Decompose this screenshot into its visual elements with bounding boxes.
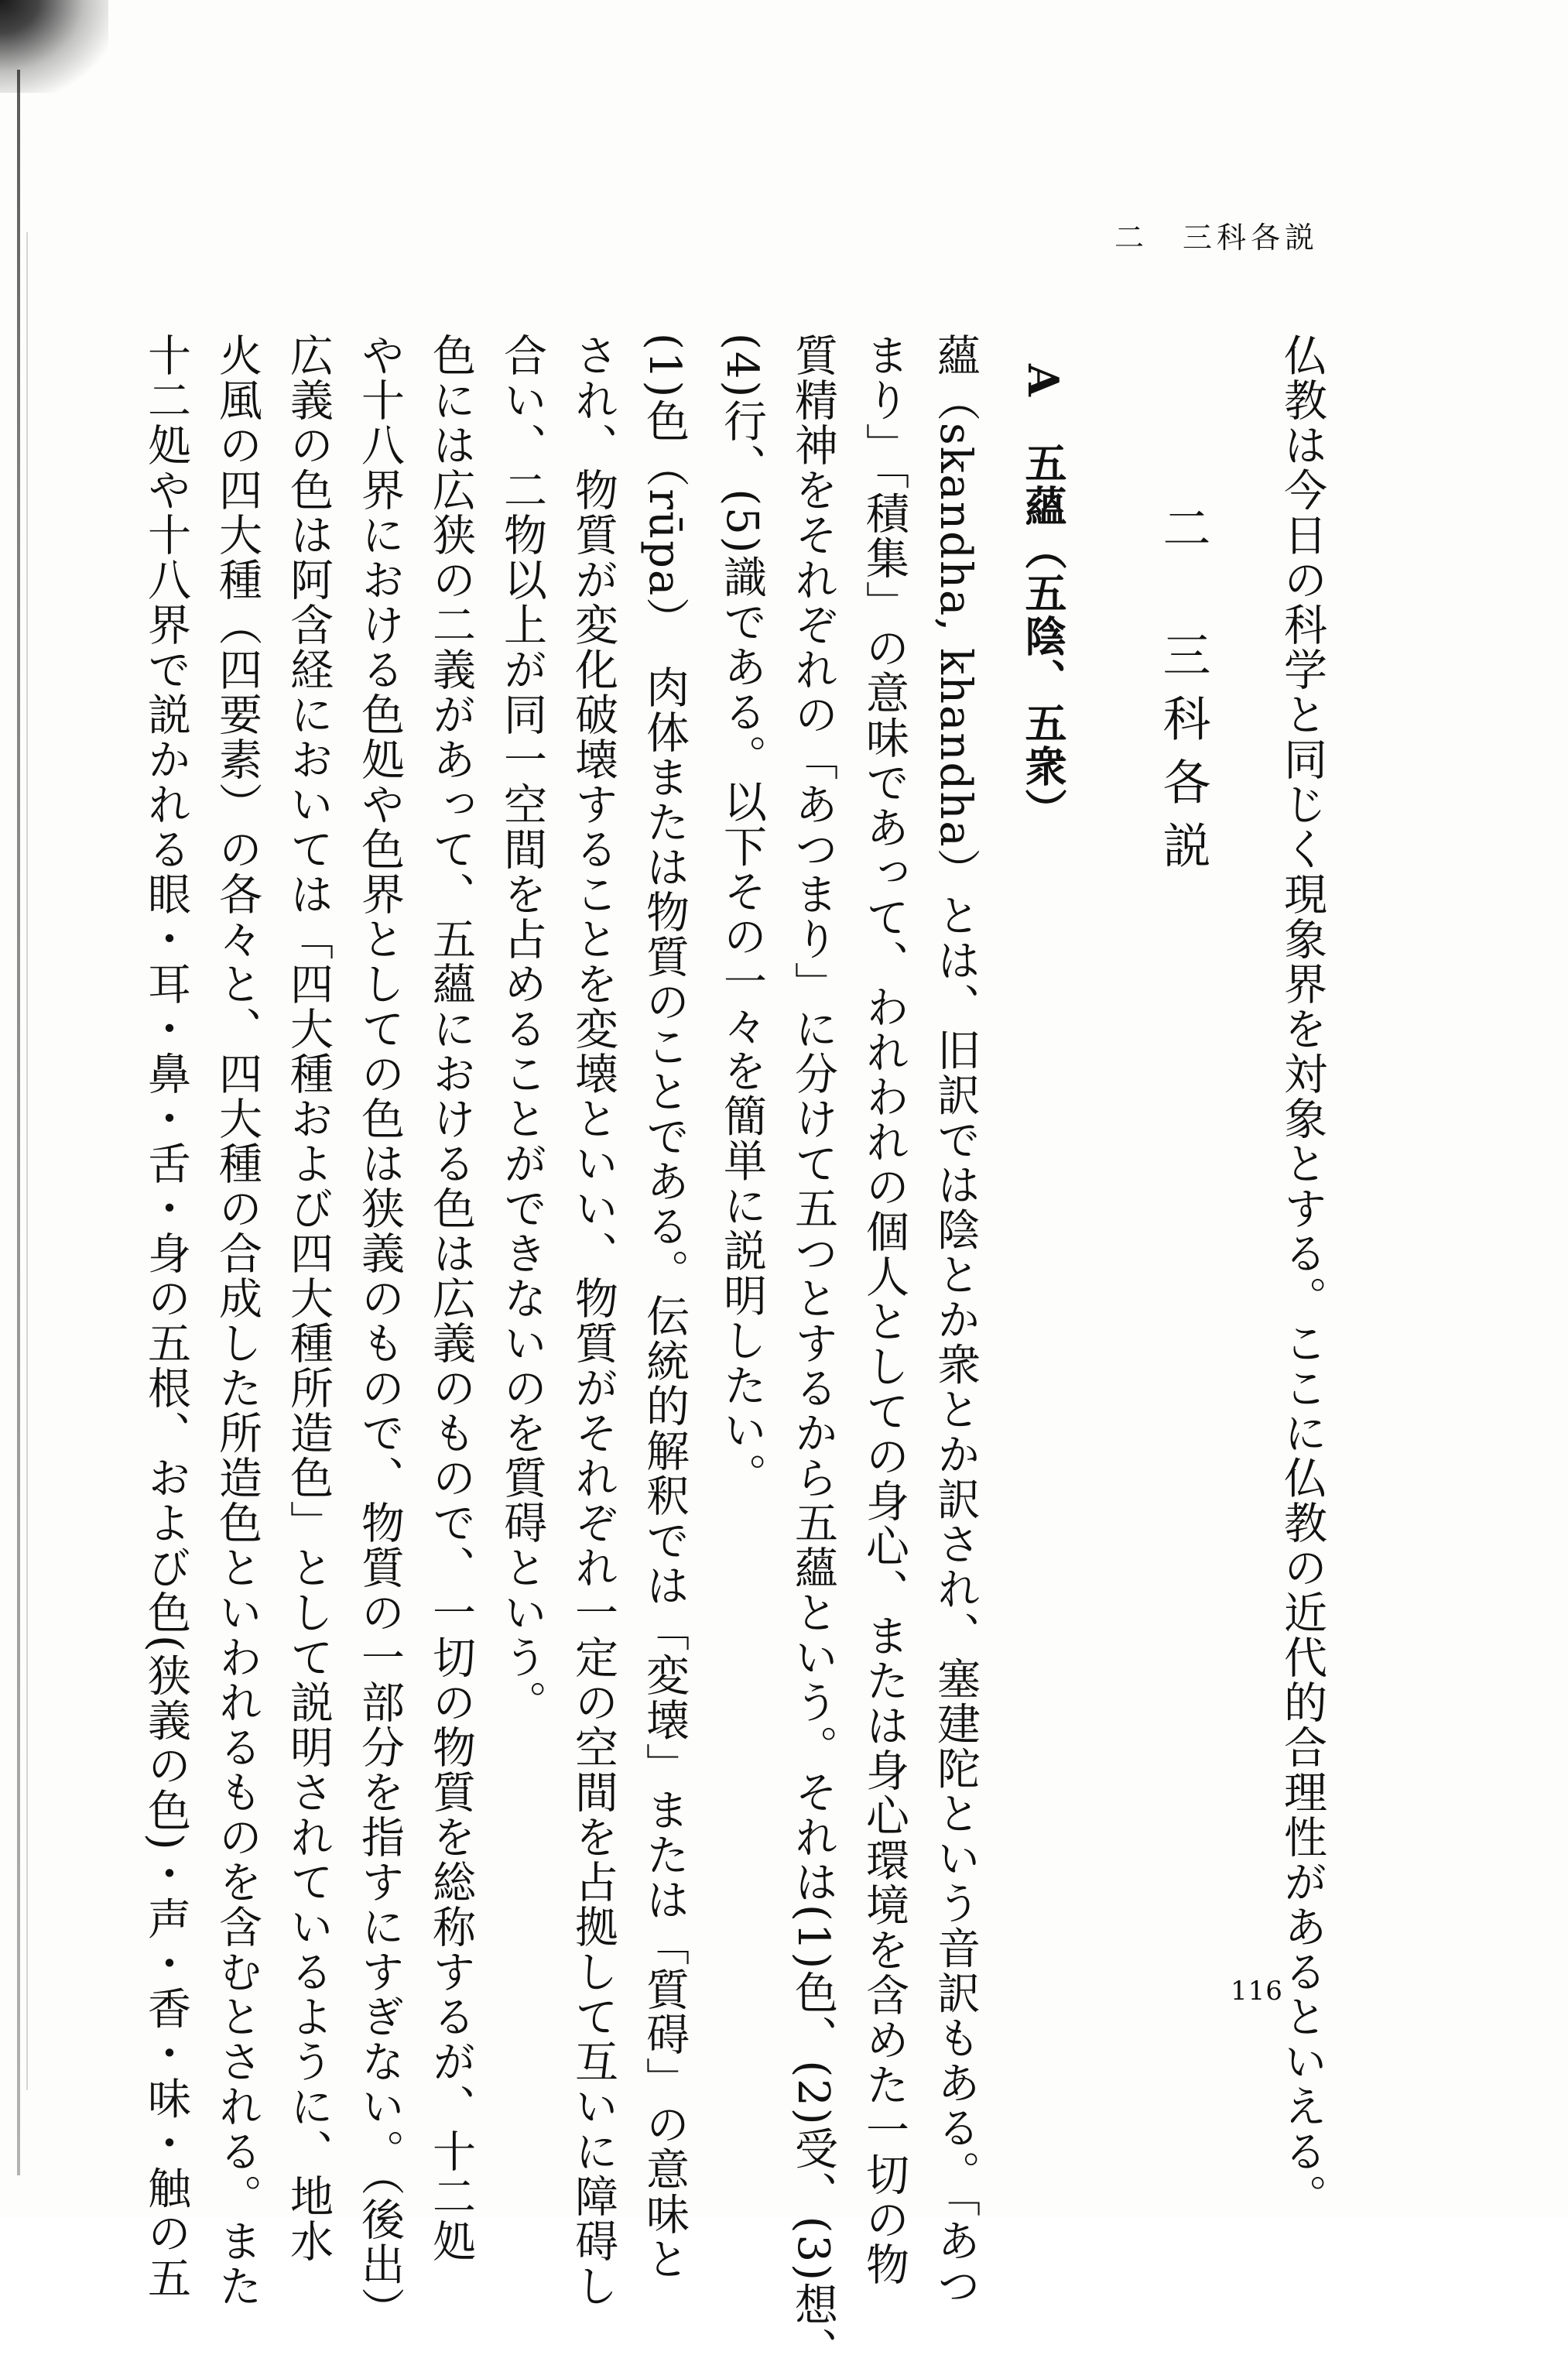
text-column: 広義の色は阿含経においては「四大種および四大種所造色」として説明されているように、地水 <box>283 333 334 2264</box>
text-column: 火風の四大種（四要素）の各々と、四大種の合成した所造色といわれるものを含むとされる。また <box>212 333 262 2309</box>
binding-edge-line <box>17 70 20 2175</box>
text-column: 質精神をそれぞれの「あつまり」に分けて五つとするから五蘊という。それは(1)色、(2)受、(3)想、 <box>788 333 838 2372</box>
section-title: 二 三科各説 <box>1155 503 1211 884</box>
text-column: 十二処や十八界で説かれる眼・耳・鼻・舌・身の五根、および色(狭義の色)・声・香・味・触の五 <box>141 333 191 2301</box>
binding-edge-line-secondary <box>26 232 28 2090</box>
text-column: 合い、二物以上が同一空間を占めることができないのを質碍という。 <box>497 333 547 1725</box>
text-column: 仏教は今日の科学と同じく現象界を対象とする。ここに仏教の近代的合理性があるといえる。 <box>1277 333 1327 2219</box>
page-number: 116 <box>1231 1976 1283 2007</box>
text-column: 蘊（skandha, khandha）とは、旧訳では陰とか衆とか訳され、塞建陀という音訳もある。「あつ <box>930 333 981 2309</box>
text-column: や十八界における色処や色界としての色は狭義のもので、物質の一部分を指すにすぎない。（後出） <box>354 333 405 2332</box>
text-column: (1)色（rūpa） 肉体または物質のことである。伝統的解釈では「変壊」または「質碍」の意味と <box>639 333 690 2282</box>
text-column: され、物質が変化破壊することを変壊といい、物質がそれぞれ一定の空間を占拠して互いに障碍し <box>568 333 618 2309</box>
binding-shadow <box>0 0 108 93</box>
text-column: (4)行、(5)識である。以下その一々を簡単に説明したい。 <box>717 333 767 1498</box>
text-column: 色には広狭の二義があって、五蘊における色は広義のもので、一切の物質を総称するが、十二処 <box>426 333 476 2264</box>
running-head: 二 三科各説 <box>1114 221 1320 255</box>
subsection-title: A 五蘊（五陰、五衆） <box>1019 364 1068 831</box>
text-column: まり」「積集」の意味であって、われわれの個人としての身心、または身心環境を含めた一切の物 <box>859 333 909 2287</box>
